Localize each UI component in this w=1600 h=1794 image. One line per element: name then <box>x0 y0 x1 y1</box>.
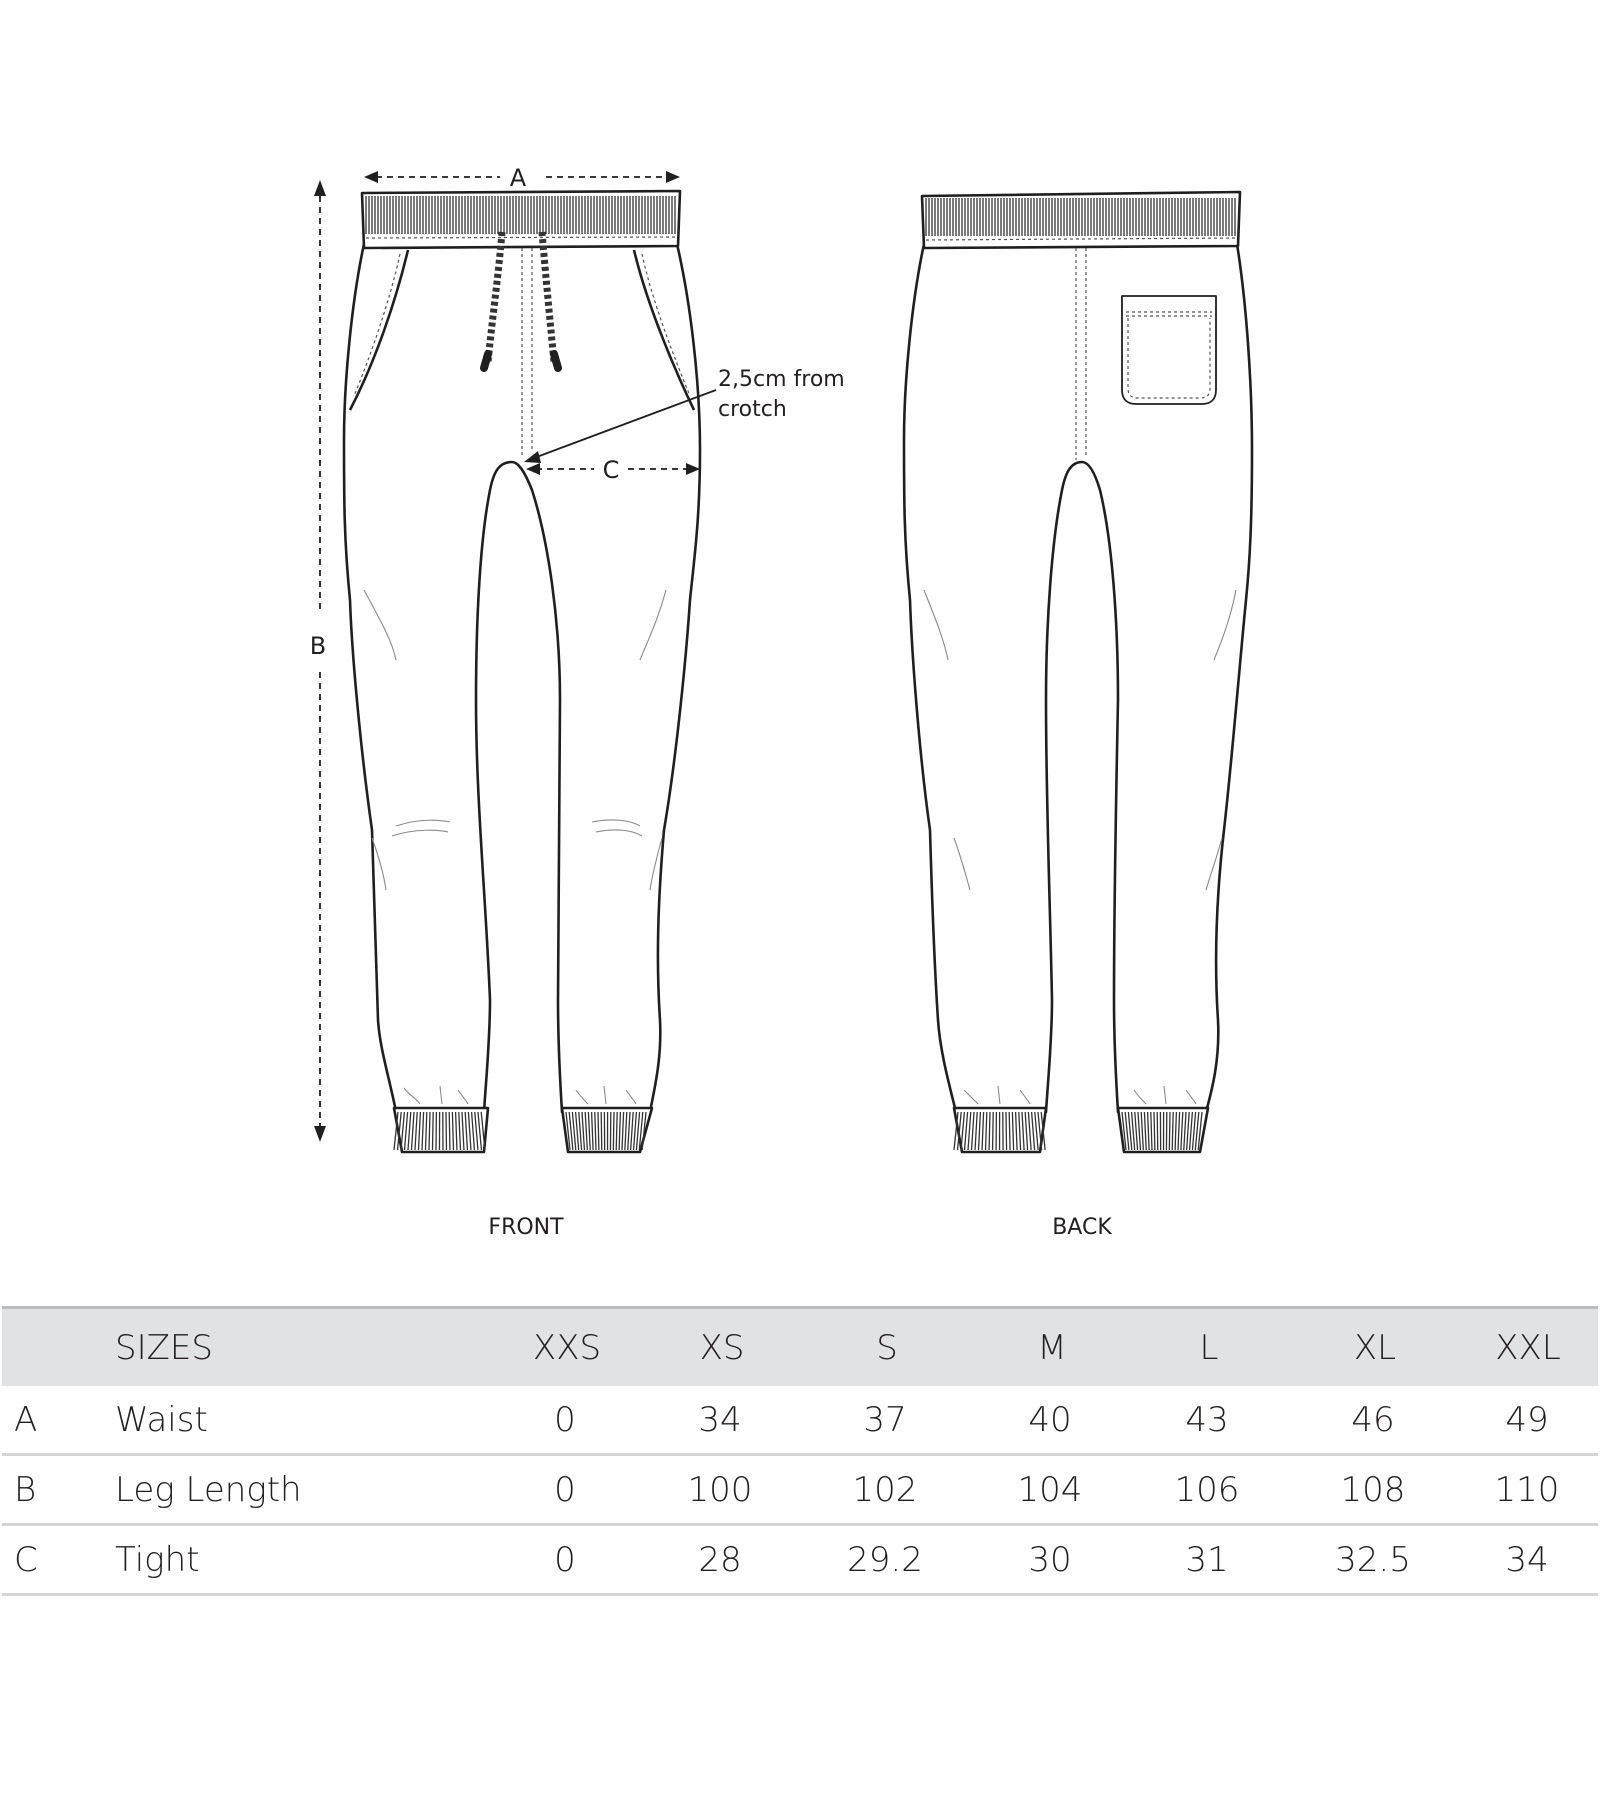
row-name: Waist <box>115 1399 208 1440</box>
size-column-header: M <box>1037 1327 1067 1368</box>
size-column-header: L <box>1199 1327 1219 1368</box>
table-cell: 34 <box>698 1399 742 1440</box>
size-column-header: XXS <box>532 1327 602 1368</box>
table-cell: 46 <box>1351 1399 1395 1440</box>
dimension-c-label: C <box>602 456 620 484</box>
row-code: C <box>14 1539 38 1580</box>
table-cell: 28 <box>698 1539 742 1580</box>
size-column-header: S <box>876 1327 898 1368</box>
callout-line-1: 2,5cm from <box>718 367 845 392</box>
table-row <box>2 1526 1598 1596</box>
row-name: Tight <box>115 1539 200 1580</box>
table-cell: 37 <box>863 1399 907 1440</box>
table-row <box>2 1386 1598 1456</box>
front-waistband <box>362 191 680 248</box>
back-view <box>904 192 1252 1152</box>
size-table-header <box>2 1306 1598 1386</box>
back-view-label: BACK <box>1052 1215 1112 1240</box>
table-cell: 110 <box>1494 1469 1560 1510</box>
table-cell: 0 <box>554 1399 576 1440</box>
front-view-label: FRONT <box>488 1215 564 1240</box>
size-column-header: XL <box>1353 1327 1397 1368</box>
front-view <box>344 191 700 1152</box>
callout-line-2: crotch <box>718 397 787 422</box>
table-cell: 0 <box>554 1469 576 1510</box>
table-cell: 29.2 <box>847 1539 923 1580</box>
row-code: B <box>14 1469 37 1510</box>
table-cell: 40 <box>1028 1399 1072 1440</box>
dimension-a <box>364 164 680 192</box>
size-column-header: XS <box>699 1327 745 1368</box>
dimension-a-label: A <box>509 164 527 192</box>
table-cell: 31 <box>1185 1539 1229 1580</box>
table-cell: 104 <box>1017 1469 1083 1510</box>
sizes-header-label: SIZES <box>115 1327 213 1368</box>
table-cell: 100 <box>687 1469 753 1510</box>
table-row <box>2 1456 1598 1526</box>
table-cell: 108 <box>1340 1469 1406 1510</box>
dimension-b <box>310 180 326 1142</box>
dimension-b-label: B <box>309 632 327 660</box>
table-cell: 0 <box>554 1539 576 1580</box>
table-cell: 106 <box>1174 1469 1240 1510</box>
table-cell: 32.5 <box>1335 1539 1411 1580</box>
table-cell: 34 <box>1505 1539 1549 1580</box>
table-cell: 30 <box>1028 1539 1072 1580</box>
size-column-header: XXL <box>1495 1327 1561 1368</box>
row-code: A <box>14 1399 38 1440</box>
table-cell: 49 <box>1505 1399 1549 1440</box>
table-cell: 102 <box>852 1469 918 1510</box>
table-cell: 43 <box>1185 1399 1229 1440</box>
row-name: Leg Length <box>115 1469 302 1510</box>
